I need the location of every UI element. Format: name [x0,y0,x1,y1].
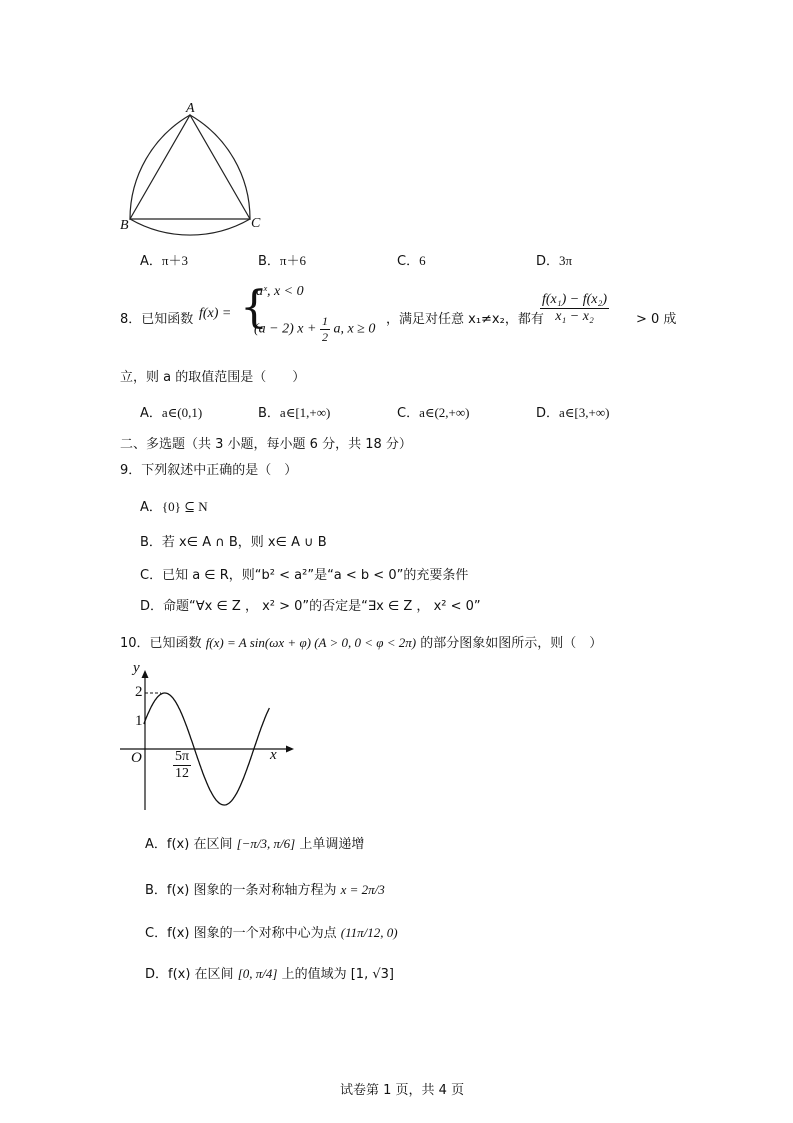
q8-stem-suffix: > 0 成 [636,312,677,327]
q8-stem-mid: ，满足对任意 x₁≠x₂，都有 [386,312,544,327]
q8-option-d[interactable]: D．a∈[3,+∞) [536,405,610,421]
q7-option-a[interactable]: A．π＋3 [140,253,188,269]
q8-case1: aˣ, x < 0 [256,284,304,299]
q8-option-b[interactable]: B．a∈[1,+∞) [258,405,331,421]
q9-option-b[interactable]: B．若 x∈ A ∩ B，则 x∈ A ∪ B [140,535,327,550]
q9-option-c[interactable]: C．已知 a ∈ R，则“b² < a²”是“a < b < 0”的充要条件 [140,568,469,583]
vertex-label-c: C [251,216,261,231]
graph-tick-1: 1 [135,713,143,729]
vertex-label-a: A [186,101,195,116]
q9-option-a[interactable]: A．{0} ⊆ N [140,499,208,515]
x-axis-arrow [286,746,294,753]
q8-difference-quotient: $\frac{\text{f(x₁) − f(x₂)}}{\text{x₁ − x₂}}$ [542,292,608,324]
q10-option-b[interactable]: B．f(x) 图象的一条对称轴方程为 x = 2π/3 [145,882,385,898]
q10-option-a[interactable]: A．f(x) 在区间 [−π/3, π/6] 上单调递增 [145,836,365,852]
q10-stem: 10．已知函数 f(x) = A sin(ωx + φ) (A > 0, 0 < φ < 2π) 的部分图象如图所示，则（ ） [120,635,603,651]
page-footer: 试卷第 1 页，共 4 页 [340,1083,465,1098]
q7-option-b[interactable]: B．π＋6 [258,253,306,269]
q8-option-c[interactable]: C．a∈(2,+∞) [397,405,470,421]
graph-origin-label: O [131,750,142,766]
q8-stem-line2: 立，则 a 的取值范围是（ ） [120,370,306,385]
graph-tick-5pi-12: $\frac{5\pi}{12}$ [175,749,190,781]
graph-y-label: y [133,660,140,676]
q8-option-a[interactable]: A．a∈(0,1) [140,405,203,421]
q10-option-c[interactable]: C．f(x) 图象的一个对称中心为点 (11π/12, 0) [145,925,398,941]
q8-case2: (a − 2) x + $\frac{1}{2}$ a, x ≥ 0 [254,314,376,344]
section-heading: 二、多选题（共 3 小题，每小题 6 分，共 18 分） [120,437,412,452]
q8-piecewise-brace: { [240,282,268,333]
q7-option-c[interactable]: C．6 [397,253,426,269]
vertex-label-b: B [120,218,129,233]
q8-fx: f(x) = [199,306,232,321]
q10-option-d[interactable]: D．f(x) 在区间 [0, π/4] 上的值域为 [1, √3] [145,966,394,982]
q9-option-d[interactable]: D．命题“∀x ∈ Z ， x² > 0”的否定是“∃x ∈ Z ， x² < 0” [140,599,481,614]
q7-option-d[interactable]: D．3π [536,253,573,269]
q9-stem: 9．下列叙述中正确的是（ ） [120,463,298,478]
y-axis-arrow [142,670,149,678]
q8-stem-prefix: 8．已知函数 [120,312,194,327]
graph-tick-2: 2 [135,684,143,700]
graph-x-label: x [270,747,277,763]
